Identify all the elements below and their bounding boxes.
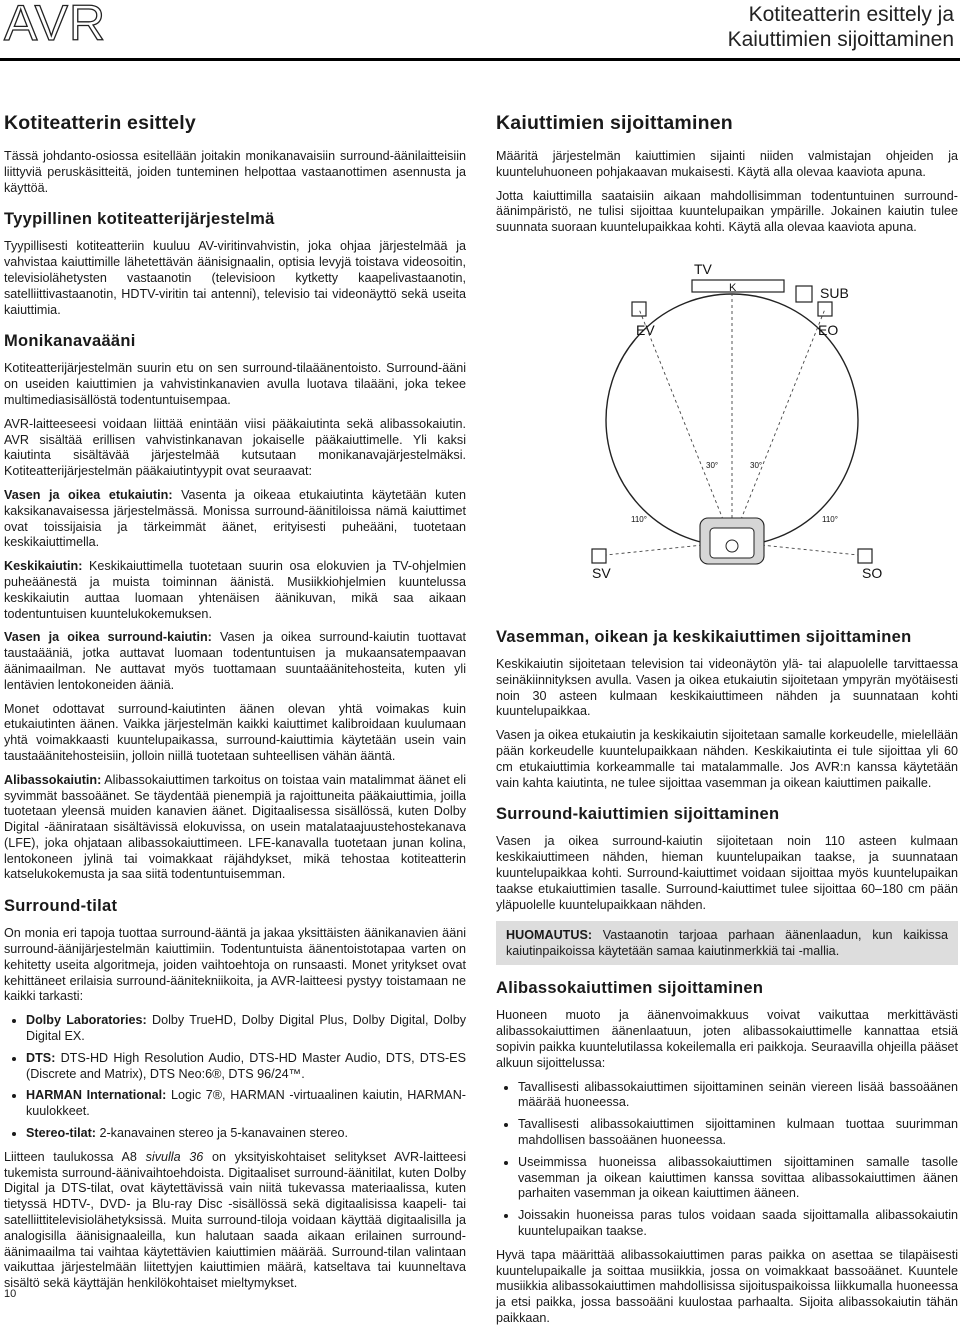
center-text: Keskikaiuttimella tuotetaan suurin osa elokuvien ja TV-ohjelmien puheäänestä ja muista toiminnan äänistä. Musiikkiohjelmien kuuntelussa keskikaiutin auttaa luomaan yhtenäisen äänikuvan, mikä saa aikaan todentuntuisen kuuntelukokemuksen. [4, 559, 466, 621]
multichannel-paragraph-2: AVR-laitteeseesi voidaan liittää enintään viisi pääkaiutinta sekä alibassokaiutin. AVR sisältää erillisen vahvistinkanavan jokaiselle pääkaiuttimelle. Yli kaksi kaiutinta sisältävää järjestelmää kutsutaan monikanavajärjestelmäksi. Kotiteatterijärjestelmän pääkaiutintyypit ovat seuraavat: [4, 416, 466, 479]
speaker-placement-diagram [496, 244, 958, 614]
appendix-text-b: on yksityiskohtaiset selitykset AVR-laitteesi tukemista surround-äänivaihtoehdoista. Digitaaliset surround-äänitilat, kuten Dolby Digital ja DTS-tilat, ovat käytettävissä vain niitä tukevassa materiaalissa, kuten tietyssä HDTV-, DVD- ja Blu-ray Disc -sisällössä sekä digitaalisissa kaapeli- tai satelliittitelevisiolähetyksissä. Muita surround-tiloja voidaan käyttää digitaalisilla ja analogisilla äänisignaaleilla, kun halutaan saada aikaan erilainen surround-äänimaailma tai vaihtaa käytettävien kaiuttimien määrää. Surround-tilan valintaan vaikuttaa järjestelmään liitettyjen kaiuttimien määrä, katseltava tai kuunneltava sisältö sekä käyttäjän henkilökohtaiset mieltymykset. [4, 1149, 466, 1291]
surround-speaker-text: Vasen ja oikea surround-kaiutin tuottavat taustaääniä, jotka auttavat luomaan todentuntuisen ja mukaansatempaavan äänimaailman. Ne auttavat myös tuottamaan suuntaäänitehosteita, kuten yli lentävien lentokoneiden ääniä. [4, 630, 467, 692]
surround-speaker-label: Vasen ja oikea surround-kaiutin: [4, 630, 212, 645]
list-item: • Joissakin huoneissa paras tulos voidaan saada sijoittamalla alibassokaiutin kuuntelupaikan taakse. [518, 1208, 958, 1240]
listener-head [726, 540, 738, 552]
bullet-label: Stereo-tilat: [26, 1126, 96, 1141]
angle-30-right: 30° [750, 460, 763, 470]
subwoofer-text: Alibassokaiuttimen tarkoitus on toistaa vain matalimmat äänet eli syvimmät bassoäänet. Se täydentää pienempiä ja rajoittuneita pääkaiuttimia, joilla tuotetaan yleensä muiden kanavien äänet. Digitaalisessa sisällössä, kuten Dolby Digital -äänirataan sisältävissä elokuvissa, on usein matalataajuustehostekanava (LFE), joka ohjataan alibassokaiuttimeen. LFE-kanavalla tuotetaan junan kolina, lentokoneen jylinä tai voimakkaat räjähdykset, mikä tehostaa kotiteatterin katselukokemusta ja saa siitä todentuntuisemman. [4, 772, 466, 882]
note-text: Vastaanotin tarjoaa parhaan äänenlaadun, kun kaikissa kaiutinpaikoissa käytetään samaa kaiutinmerkkiä tai -mallia. [506, 928, 948, 959]
typical-system-paragraph: Tyypillisesti kotiteatteriin kuuluu AV-viritinvahvistin, joka ohjaa järjestelmää ja vahvistaa kaiuttimille lähetettävän äänisignaalin, optisia levyjä toistava videosoitin, televisiolähetysten vastaanotin (televisioon kytketty kaapelivastaanotin, satelliittivastaanotin, HDTV-viritin tai antenni), televisio tai videonäyttö sekä useita kaiuttimia. [4, 239, 466, 317]
surround-speaker-paragraph [4, 630, 466, 693]
surround-modes-list [4, 1013, 466, 1142]
front-placement-paragraph-1: Keskikaiutin sijoitetaan television tai videonäytön ylä- tai alapuolelle tarvittaessa seinäkiinnityksen avulla. Vasen ja oikea etukaiutin sijoitetaan ympyrän myötäisesti noin 30 asteen kulmaan keskikaiuttimeen nähden ja suunnataan kohti kuuntelupaikkaa. [496, 656, 958, 719]
heading-multichannel: Monikanavaääni [4, 332, 136, 351]
heading-subwoofer-placement: Alibassokaiuttimen sijoittaminen [496, 979, 764, 998]
note-box [496, 921, 958, 965]
surround-modes-paragraph: On monia eri tapoja tuottaa surround-ääntä ja jakaa yksittäisten äänikanavien ääni surround-äänijärjestelmän kaiuttimiin. Todentuntuista äänentoistotapaa varten on kehitetty useita algoritmeja, joiden vaihtoehtoja on runsaasti. Monet yritykset ovat kehittäneet erilaisia surround-äänitekniikoita, ja AVR-laitteesi pystyy toistamaan ne kaikki tarkasti: [4, 926, 466, 1004]
multichannel-paragraph-1: Kotiteatterijärjestelmän suurin etu on sen surround-tilaäänentoisto. Surround-ääni on useiden kaiuttimien ja vahvistinkanavien avulla luotava tilaääni, joka tekee multimediasisällöstä todentuntuisempaa. [4, 361, 466, 407]
final-paragraph: Hyvä tapa määrittää alibassokaiuttimen paras paikka on asettaa se tilapäisesti kuuntelupaikalle ja soittaa musiikkia, jossa on voimakkaat bassoäänet. Kuuntele musiikkia alibassokaiuttimen mahdollisissa sijoituspaikoissa liikkumalla huoneessa ja etsi paikka, jossa bassoääni kuulostaa parhaalta. Sijoita alibassokaiutin tähän paikkaan. [496, 1247, 958, 1325]
intro-paragraph: Tässä johdanto-osiossa esitellään joitakin monikanavaisiin surround-äänilaitteisiin liittyviä peruskäsitteitä, joiden tunteminen helpottaa vastaanottimen asennusta ja käyttöä. [4, 149, 466, 195]
appendix-text-a: Liitteen taulukossa A8 [4, 1149, 146, 1164]
angle-30-left: 30° [706, 460, 719, 470]
front-lr-paragraph [4, 488, 466, 551]
angle-110-right: 110° [822, 514, 838, 524]
bullet-text: Logic 7®, HARMAN -virtuaalinen kaiutin, HARMAN-kuulokkeet. [26, 1088, 466, 1119]
surround-volume-paragraph: Monet odottavat surround-kaiutinten äänen olevan yhtä voimakas kuin etukaiutinten äänen. Vaikka järjestelmän kaikki kaiuttimet kalibroidaan kuulumaan yhtä voimakkaasti kuuntelupaikassa, surround-kaiuttimia käytetään usein vain taustaäänitehosteisiin, jolloin niillä tuotetaan suhteellisen vähän ääntä. [4, 701, 466, 763]
placement-paragraph-1: Määritä järjestelmän kaiuttimien sijainti niiden valmistajan ohjeiden ja kuunteluhuoneen pohjakaavan mukaisesti. Käytä alla olevaa kaaviota apuna. [496, 149, 958, 179]
list-item [26, 1051, 466, 1083]
placement-paragraph-2: Jotta kaiuttimilla saataisiin aikaan mahdollisimman todentuntuinen surround-äänimpäristö, ne tulisi sijoittaa kuuntelupaikan ympärille. Jokainen kaiutin tulee suunnata suoraan kuuntelupaikkaa kohti. Käytä alla olevaa kaaviota apuna. [496, 188, 958, 235]
page-header-title [728, 2, 954, 52]
header-title-line2: Kaiuttimien sijoittaminen [727, 28, 954, 51]
heading-surround-placement: Surround-kaiuttimien sijoittaminen [496, 805, 780, 824]
page-number: 10 [4, 1288, 17, 1300]
right-column [496, 112, 958, 1335]
list-item [26, 1013, 466, 1045]
subwoofer-box [796, 286, 812, 302]
front-placement-paragraph-2: Vasen ja oikea etukaiutin ja keskikaiutin sijoitetaan samalle korkeudelle, mielellään pään korkeudelle kuuntelupaikkaan nähden. Keskikaiutinta ei tule sijoittaa yli 60 cm etukaiuttimia korkeammalle tai matalammalle. Jos AVR:n kanssa käytetään vain kahta kaiutinta, ne tulee sijoittaa vasemman ja oikean kaiuttimen paikalle. [496, 728, 958, 790]
subwoofer-label: Alibassokaiutin: [4, 772, 102, 787]
bullet-label: DTS: [26, 1050, 56, 1065]
angle-line-front-right [732, 309, 825, 542]
angle-line-front-left [639, 309, 732, 542]
bullet-text: 2-kanavainen stereo ja 5-kanavainen stereo. [95, 1126, 349, 1141]
subwoofer-tips-list [496, 1080, 958, 1240]
subwoofer-placement-paragraph: Huoneen muoto ja äänenvoimakkuus voivat vaikuttaa merkittävästi alibassokaiuttimen äänenlaatuun, joten alibassokaiuttimelle kannattaa etsiä sopivin paikka kuuntelutilassa kokeilemalla eri paikkoja. Seuraavilla ohjeilla pääset alkuun sijoittelussa: [496, 1008, 958, 1070]
tv-box [692, 280, 784, 292]
heading-intro: Kotiteatterin esittely [4, 112, 196, 134]
heading-placement: Kaiuttimien sijoittaminen [496, 112, 733, 134]
heading-front-placement: Vasemman, oikean ja keskikaiuttimen sijoittaminen [496, 627, 912, 646]
surround-left-speaker [592, 549, 606, 563]
bullet-text: DTS-HD High Resolution Audio, DTS-HD Master Audio, DTS, DTS-ES (Discrete and Matrix), DTS Neo:6®, DTS 96/24™. [26, 1050, 466, 1081]
front-lr-text: Vasenta ja oikeaa etukaiutinta käytetään kuten kaksikanavaisessa järjestelmässä. Monissa surround-äänitiloissa nämä kaiuttimet ovat toissijaisia ja tärkeimmät äänet, erityisesti puheääni, tuotetaan keskikaiuttimella. [4, 487, 466, 550]
subwoofer-paragraph [4, 773, 466, 884]
center-paragraph [4, 559, 466, 622]
list-item: • Tavallisesti alibassokaiuttimen sijoittaminen kulmaan tuottaa suurimman mahdollisen bassoäänen huoneessa. [518, 1117, 958, 1149]
appendix-page-ref: sivulla 36 [145, 1149, 204, 1164]
bullet-text: Dolby TrueHD, Dolby Digital Plus, Dolby Digital, Dolby Digital EX. [26, 1013, 466, 1044]
center-label: Keskikaiutin: [4, 559, 83, 574]
so-label: SO [862, 564, 883, 581]
ev-label: EV [636, 321, 655, 338]
note-label: HUOMAUTUS: [506, 928, 593, 943]
sv-label: SV [592, 564, 611, 581]
list-item [26, 1088, 466, 1120]
surround-placement-paragraph: Vasen ja oikea surround-kaiutin sijoitetaan noin 110 asteen kulmaan keskikaiuttimeen nähden, hieman kuuntelupaikan taakse, ja suunnataan kuuntelupaikkaa kohti. Surround-kaiuttimet voidaan sijoittaa myös kuuntelupaikan taakse etukaiuttimien tasalle. Surround-kaiuttimet tulee sijoittaa 60–180 cm pään yläpuolelle kuuntelupaikkaan nähden. [496, 834, 958, 912]
sub-label: SUB [820, 284, 849, 301]
appendix-paragraph [4, 1150, 466, 1292]
list-item: • Useimmissa huoneissa alibassokaiuttimen sijoittaminen samalle tasolle vasemman ja oikean kaiuttimen kanssa sovittaa alibassokaiuttimen äänen parhaiten vasemman ja oikean kaiuttimen ääneen. [518, 1155, 958, 1202]
eo-label: EO [818, 321, 839, 338]
heading-surround-modes: Surround-tilat [4, 897, 118, 916]
surround-right-speaker [858, 549, 872, 563]
front-lr-label: Vasen ja oikea etukaiutin: [4, 487, 173, 502]
left-column [4, 112, 466, 1300]
heading-typical-system: Tyypillinen kotiteatterijärjestelmä [4, 210, 275, 229]
tv-label: TV [694, 260, 712, 277]
speaker-diagram-svg [496, 244, 958, 614]
bullet-label: Dolby Laboratories: [26, 1013, 147, 1028]
header-title-line1: Kotiteatterin esittely ja [748, 3, 954, 26]
angle-110-left: 110° [631, 514, 647, 524]
list-item [26, 1126, 466, 1142]
bullet-label: HARMAN International: [26, 1088, 167, 1103]
header-rule [0, 58, 960, 61]
list-item: • Tavallisesti alibassokaiuttimen sijoittaminen seinän viereen lisää bassoäänen määrää huoneessa. [518, 1080, 958, 1112]
center-speaker-label: K [729, 281, 737, 294]
avr-logo: AVR [4, 0, 107, 51]
